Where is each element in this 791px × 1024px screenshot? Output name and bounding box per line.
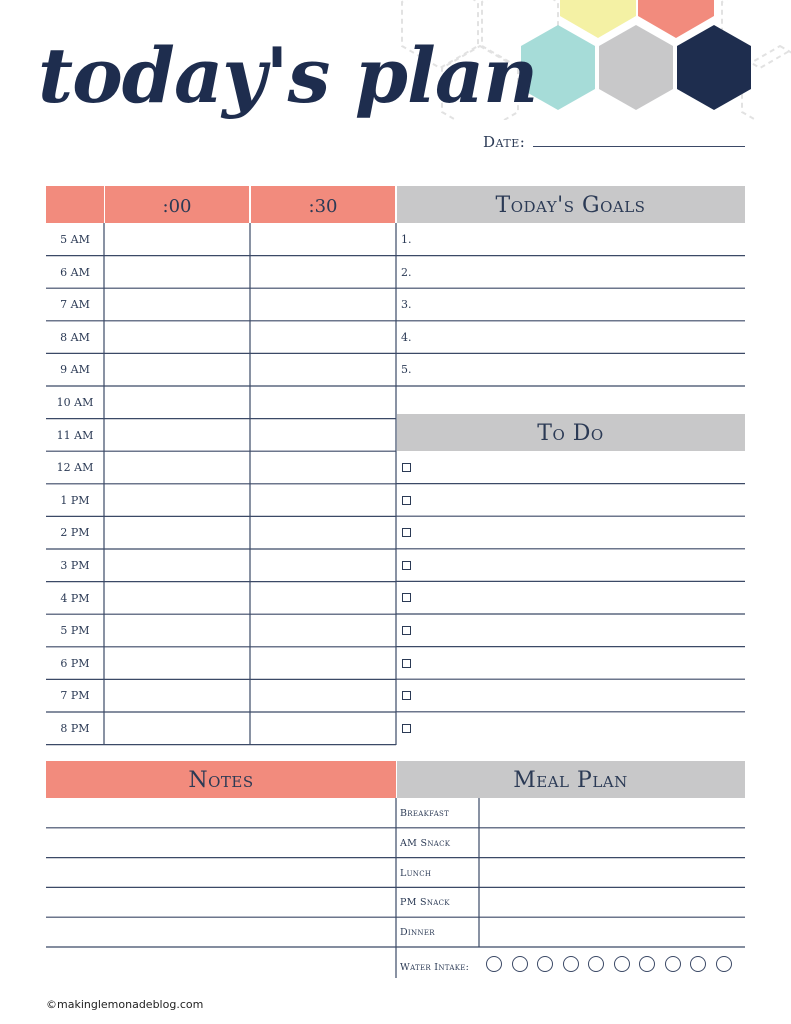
water-circle[interactable] [639,956,655,972]
todo-heading: To Do [537,421,604,446]
todo-checkbox[interactable] [402,463,411,472]
todo-checkbox[interactable] [402,724,411,733]
hour-label: 7 PM [60,689,90,703]
hour-label: 8 AM [60,330,90,344]
col-00-header: :00 [162,196,192,217]
hour-label: 7 AM [60,298,90,312]
hour-label: 11 AM [56,428,94,442]
hour-label: 8 PM [60,722,90,735]
hour-label: 5 AM [60,233,90,246]
hour-label: 5 PM [60,624,90,638]
meal-label: Breakfast [400,808,450,819]
schedule-header-corner [46,186,104,223]
hour-label: 4 PM [60,591,90,605]
todo-checkbox[interactable] [402,561,411,570]
water-circle[interactable] [512,956,528,972]
todo-checkbox[interactable] [402,691,411,700]
col-30-header: :30 [308,196,338,217]
todo-checkbox[interactable] [402,626,411,635]
footer-copyright: ©makinglemonadeblog.com [46,998,204,1011]
water-circle[interactable] [537,956,553,972]
hour-label: 3 PM [60,559,90,572]
hour-label: 6 PM [60,656,90,670]
hour-label: 10 AM [56,396,94,409]
todo-checkbox[interactable] [402,496,411,505]
page-title: today's plan [38,31,538,120]
hour-label: 1 PM [60,493,90,507]
todo-checkbox[interactable] [402,593,411,602]
meal-label: Lunch [400,867,432,879]
goal-item[interactable]: 5. [401,363,412,377]
water-circle[interactable] [665,956,681,972]
hour-label: 2 PM [60,526,90,540]
goal-item[interactable]: 3. [401,298,412,312]
todo-checkbox[interactable] [402,528,411,537]
todo-checkbox[interactable] [402,659,411,668]
water-intake-label: Water Intake: [400,962,470,973]
goals-heading: Today's Goals [495,193,646,218]
hour-label: 6 AM [60,265,90,279]
notes-heading: Notes [188,768,254,793]
water-circle[interactable] [486,956,502,972]
date-label: Date: [483,133,526,151]
water-circle[interactable] [563,956,579,972]
water-circle[interactable] [690,956,706,972]
water-circle[interactable] [588,956,604,972]
meal-label: AM Snack [400,837,451,849]
goal-item[interactable]: 2. [401,265,412,279]
hour-label: 12 AM [56,461,94,475]
meal-plan-heading: Meal Plan [513,768,628,793]
water-circle[interactable] [716,956,732,972]
meal-label: PM Snack [400,897,450,909]
water-circle[interactable] [614,956,630,972]
goal-item[interactable]: 1. [401,233,412,246]
goal-item[interactable]: 4. [401,330,412,344]
hour-label: 9 AM [60,363,90,377]
meal-label: Dinner [400,927,435,939]
